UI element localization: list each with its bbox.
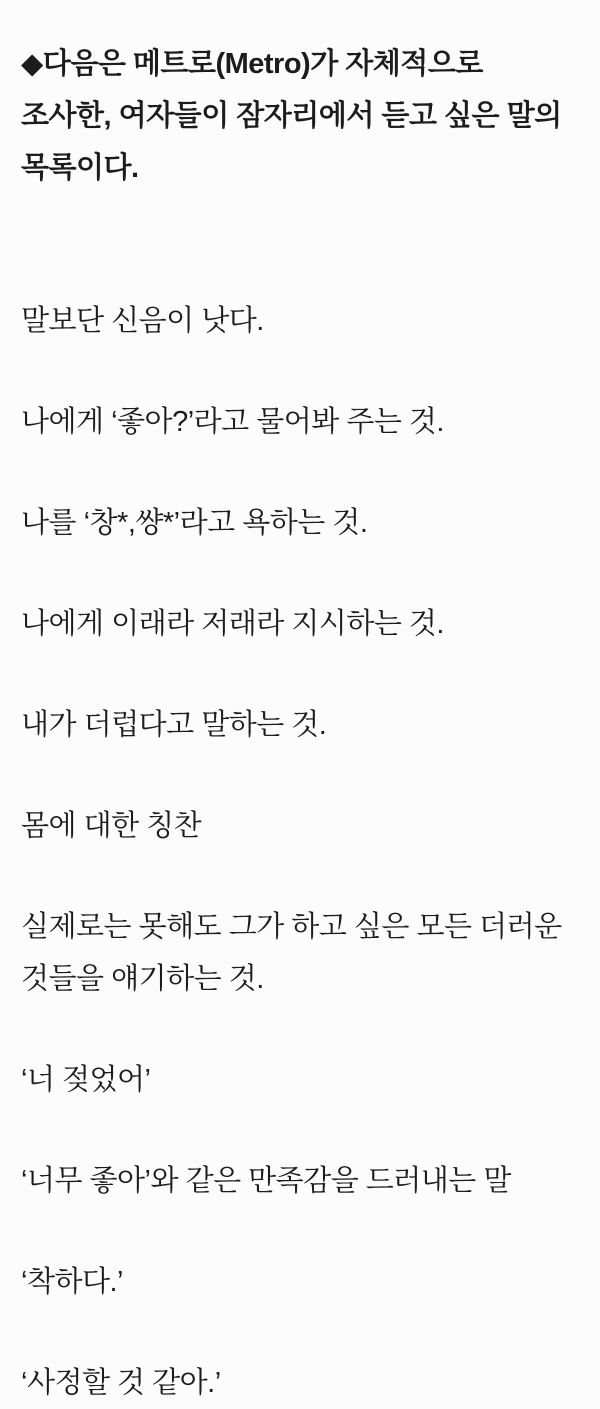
list-item: 말보단 신음이 낫다.	[21, 305, 264, 337]
list-item: 나에게 ‘좋아?’라고 물어봐 주는 것.	[21, 406, 444, 438]
list-item: ‘착하다.’	[21, 1266, 123, 1298]
list-item: 실제로는 못해도 그가 하고 싶은 모든 더러운 것들을 얘기하는 것.	[21, 911, 562, 995]
list-item: ‘너 젖었어’	[21, 1064, 151, 1096]
list-item: 나를 ‘창*,썅*’라고 욕하는 것.	[21, 507, 368, 539]
list-item: 몸에 대한 칭찬	[21, 810, 202, 842]
list-item: 나에게 이래라 저래라 지시하는 것.	[21, 608, 444, 640]
list-item: ‘너무 좋아’와 같은 만족감을 드러내는 말	[21, 1165, 511, 1197]
list-item: ‘사정할 것 같아.’	[21, 1367, 221, 1399]
list-item: 내가 더럽다고 말하는 것.	[21, 709, 327, 741]
post-header: ◆다음은 메트로(Metro)가 자체적으로 조사한, 여자들이 잠자리에서 듣고 싶은 말의 목록이다.	[21, 48, 562, 184]
